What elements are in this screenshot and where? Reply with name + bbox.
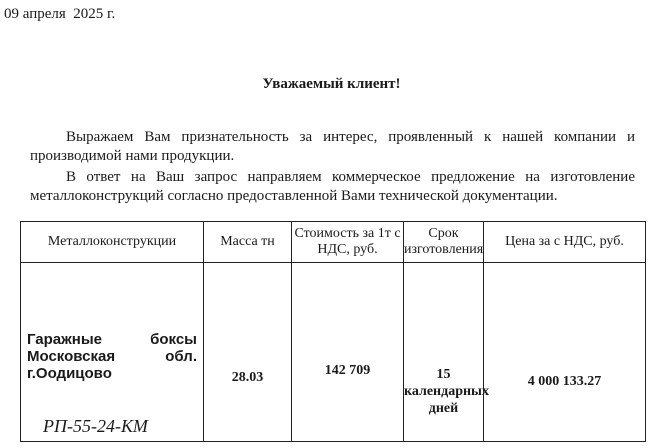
mass-value: 28.03: [231, 370, 264, 385]
header-term: Срок изготовления: [404, 222, 484, 263]
header-price: Цена за с НДС, руб.: [484, 222, 646, 263]
project-code: РП-55-24-КМ: [43, 416, 148, 436]
header-mass: Масса тн: [204, 222, 292, 263]
structure-name-line-1: Гаражные боксы: [27, 331, 197, 348]
structure-name-line-3: г.Оодицово: [27, 365, 112, 382]
price-value: 4 000 133.27: [527, 374, 602, 389]
offer-table: [20, 221, 646, 442]
table-header-row: [21, 222, 646, 263]
paragraph-gratitude-text: Выражаем Вам признательность за интерес, проявленный к нашей компании и производимой нами продукции.: [30, 129, 635, 164]
header-structures: Металлоконструкции: [21, 222, 204, 263]
cost-value: 142 709: [324, 363, 371, 378]
greeting: Уважаемый клиент!: [262, 76, 401, 92]
cell-term: [404, 263, 489, 442]
paragraph-gratitude: [30, 128, 635, 166]
structure-name-line-2: Московская обл.: [27, 348, 197, 365]
cell-structure: [21, 263, 204, 442]
table-row: [21, 263, 646, 442]
cell-mass: [204, 263, 292, 442]
term-value: 15 календарных дней: [404, 367, 489, 416]
cell-cost: [292, 263, 404, 442]
header-cost: Стоимость за 1т с НДС, руб.: [292, 222, 404, 263]
paragraph-offer-text: В ответ на Ваш запрос направляем коммерческое предложение на изготовление металлоконструкций согласно предоставленной Вами технической документации.: [30, 169, 635, 204]
structure-name: [21, 263, 203, 382]
paragraph-offer: [30, 168, 635, 206]
cell-price: [484, 263, 646, 442]
letter-date: 09 апреля 2025 г.: [4, 6, 116, 22]
